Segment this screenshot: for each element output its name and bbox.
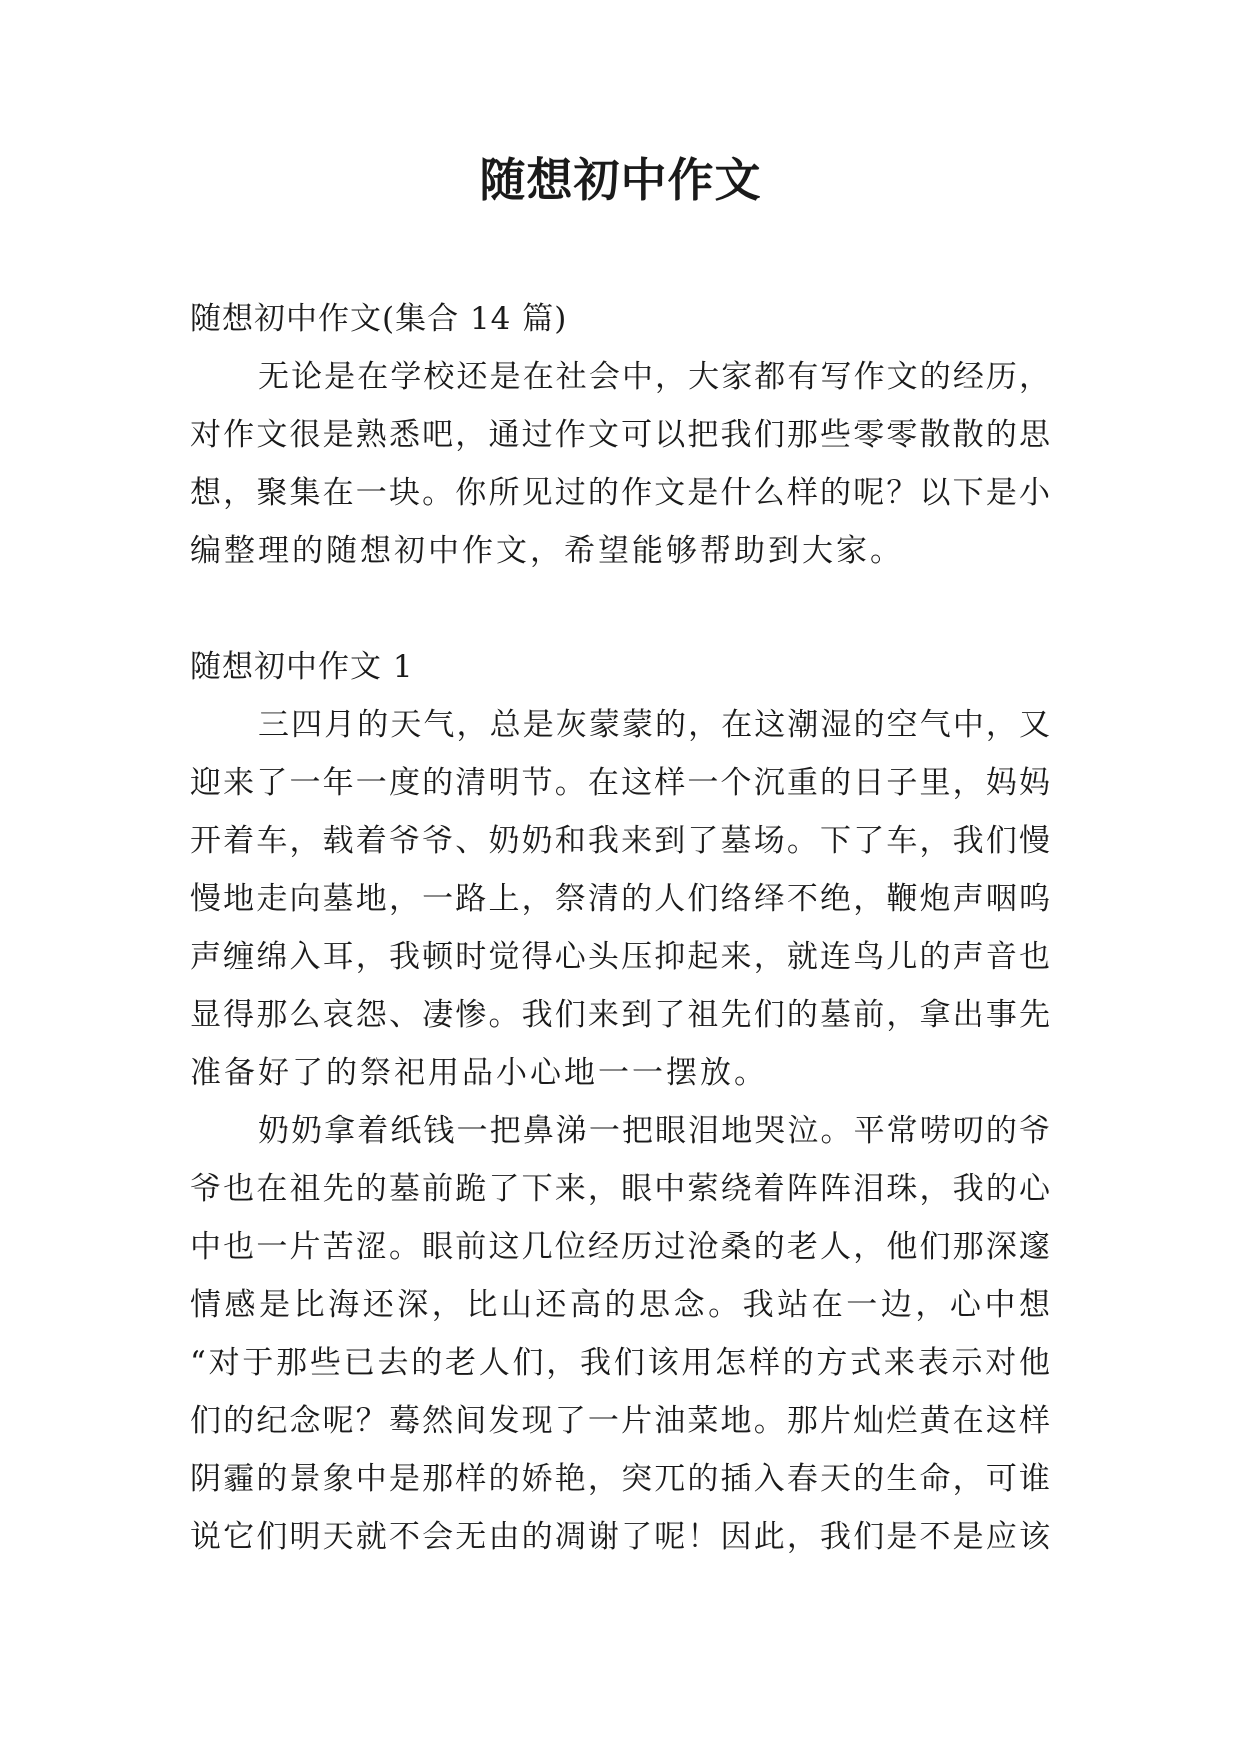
paragraph-line: 准备好了的祭祀用品小心地一一摆放。 <box>190 1055 768 1091</box>
paragraph-line: 们的纪念呢？蓦然间发现了一片油菜地。那片灿烂黄在这样 <box>190 1403 1050 1439</box>
paragraph-line: 想，聚集在一块。你所见过的作文是什么样的呢？以下是小 <box>190 475 1050 511</box>
paragraph-line: 阴霾的景象中是那样的娇艳，突兀的插入春天的生命，可谁 <box>190 1461 1050 1497</box>
paragraph-line: 说它们明天就不会无由的凋谢了呢！因此，我们是不是应该 <box>190 1519 1050 1555</box>
paragraph-line: 迎来了一年一度的清明节。在这样一个沉重的日子里，妈妈 <box>190 765 1050 801</box>
intro-paragraph <box>190 348 1050 580</box>
paragraph-line: 慢地走向墓地，一路上，祭清的人们络绎不绝，鞭炮声咽呜 <box>190 881 1050 917</box>
section-paragraph <box>190 1102 1050 1566</box>
paragraph-line: 爷也在祖先的墓前跪了下来，眼中萦绕着阵阵泪珠，我的心 <box>190 1171 1050 1207</box>
paragraph-line: 三四月的天气，总是灰蒙蒙的，在这潮湿的空气中，又 <box>258 707 1050 743</box>
paragraph-line: 对作文很是熟悉吧，通过作文可以把我们那些零零散散的思 <box>190 417 1050 453</box>
section-paragraph <box>190 696 1050 1102</box>
paragraph-line: 编整理的随想初中作文，希望能够帮助到大家。 <box>190 533 904 569</box>
paragraph-line: 声缠绵入耳，我顿时觉得心头压抑起来，就连鸟儿的声音也 <box>190 939 1050 975</box>
section-heading: 随想初中作文 1 <box>190 649 414 685</box>
paragraph-line: 开着车，载着爷爷、奶奶和我来到了墓场。下了车，我们慢 <box>190 823 1050 859</box>
paragraph-line: 中也一片苦涩。眼前这几位经历过沧桑的老人，他们那深邃 <box>190 1229 1050 1265</box>
document-body <box>190 290 1050 1566</box>
paragraph-gap <box>190 580 1050 638</box>
paragraph-line: 无论是在学校还是在社会中，大家都有写作文的经历， <box>258 359 1050 395</box>
paragraph-line: 显得那么哀怨、凄惨。我们来到了祖先们的墓前，拿出事先 <box>190 997 1050 1033</box>
document-title: 随想初中作文 <box>479 153 762 207</box>
paragraph-line: 情感是比海还深，比山还高的思念。我站在一边，心中想 <box>190 1287 1050 1323</box>
document-subtitle: 随想初中作文(集合 14 篇) <box>190 301 568 337</box>
paragraph-line: “对于那些已去的老人们，我们该用怎样的方式来表示对他 <box>190 1345 1050 1381</box>
paragraph-line: 奶奶拿着纸钱一把鼻涕一把眼泪地哭泣。平常唠叨的爷 <box>258 1113 1050 1149</box>
